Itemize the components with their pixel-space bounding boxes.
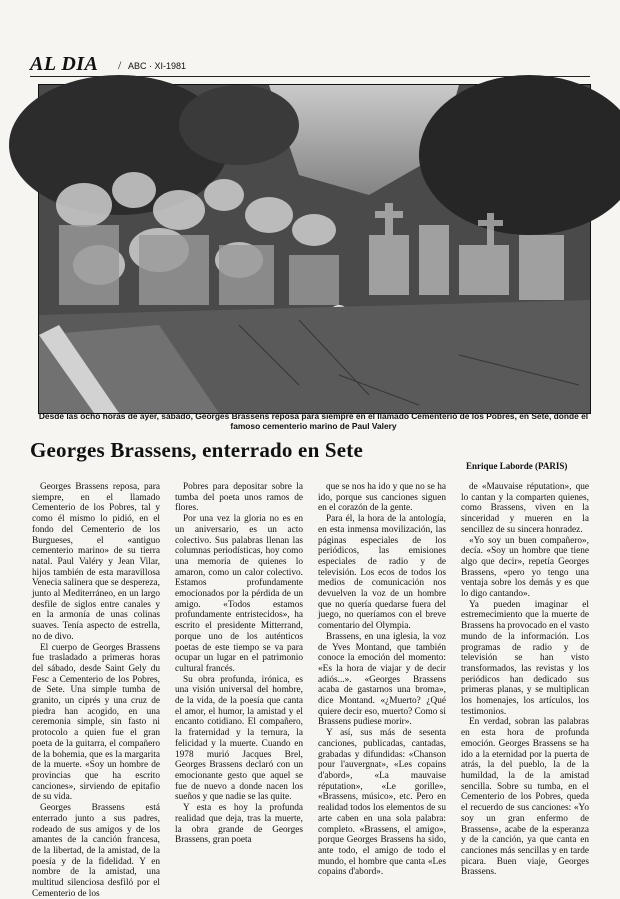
paragraph: Brassens, en una iglesia, la voz de Yves Montand, que también conoce la emoción del momento: «Es la hora de viajar y de decir adiós...». «Georges Brassens acaba de gastarnos una broma», dice Montand. «¿Muerto? ¿Qué quiere decir eso, muerto? Como si Brassens pudiese morir». xyxy=(318,631,446,728)
article-column-3 xyxy=(318,482,446,878)
paragraph: Y esta es hoy la profunda realidad que deja, tras la muerte, la obra grande de Georges Brassens, gran poeta xyxy=(175,803,303,846)
paragraph: Georges Brassens reposa, para siempre, en el llamado Cementerio de los Pobres, tal y como él mismo lo pidió, en el fondo del Cementerio de los Burgueses, el «antiguo cementerio marino» de su tierra natal. Paul Valéry y Jean Vilar, hijos también de esta maravillosa Venecia salinera que se despereza, junto al Mediterráneo, en un largo desfile de siglos entre canales y en la armonía de unas colinas suaves. Tenía aspecto de estrella, no de divo. xyxy=(32,482,160,642)
cemetery-photo xyxy=(38,84,591,414)
paragraph: Y así, sus más de sesenta canciones, publicadas, cantadas, grabadas y difundidas: «Chanson pour l'auvergnat», «Les copains d'abord», «La mauvaise réputation», «Le gorille», «Brassens, músico», etc. Pero en realidad todos los elementos de su arte caben en una sola palabra: completo. «Brassens, el amigo», porque Georges Brassens ha sido, ante todo, el amigo de todo el mundo, el hombre que canta «Les copains d'abord». xyxy=(318,728,446,878)
page-header xyxy=(30,53,590,77)
paragraph: Para él, la hora de la antología, en esta inmensa movilización, las páginas especiales de los periódicos, las emisiones especiales de radio y de televisión. Los ecos de todos los medios de comunicación nos devuelven la voz de un hombre que no quería quedarse fuera del juego, no queríamos con el breve comentario del Olympia. xyxy=(318,514,446,632)
paragraph: Su obra profunda, irónica, es una visión universal del hombre, de la vida, de la poesía que canta el amor, el humor, la amistad y el encanto cotidiano. El compañero, la fraternidad y la ternura, la felicidad y la muerte. Cuando en 1978 murió Jacques Brel, Georges Brassens declaró con un emocionante gesto que aquel se fue de nuevo a donde nacen los sueños y que nadie se las quite. xyxy=(175,674,303,803)
paragraph: El cuerpo de Georges Brassens fue trasladado a primeras horas del sábado, desde Saint Gely du Fesc a Cementerio de los Pobres, de Sete. Una simple tumba de granito, un ciprés y una cruz de piedra han acogido, en una ceremonia simple, sin fasto ni protocolo a quien fue el gran poeta de la guitarra, el compañero de la bohemia, que es la margarita de la muerte. «Soy un hombre de provincias que ha escrito canciones», sirviendo de epitafio de su vida. xyxy=(32,642,160,803)
article-column-2 xyxy=(175,482,303,846)
article-column-1 xyxy=(32,482,160,899)
photo-caption: Desde las ocho horas de ayer, sábado, Georges Brassens reposa para siempre en el llamado Cementerio de los Pobres, en Sete, donde el famoso cementerio marino de Paul Valery xyxy=(38,411,589,431)
paragraph: «Yo soy un buen compañero», decía. «Soy un hombre que tiene algo que decir», repetía Georges Brassens, «pero yo tengo una ventaja sobre los demás y es que lo digo cantando». xyxy=(461,535,589,600)
article-column-4 xyxy=(461,482,589,878)
paragraph: Por una vez la gloria no es en un aniversario, es un acto colectivo. Sus palabras llenan las columnas periodísticas, hoy como una memoria de quienes lo amaron, como un calor colectivo. Estamos profundamente emocionados por la pérdida de un amigo. «Todos estamos profundamente entristecidos», ha escrito el presidente Mitterrand, porque uno de los auténticos poetas de este tiempo se va para ocupar un lugar en el patrimonio cultural francés. xyxy=(175,514,303,674)
paragraph: de «Mauvaise réputation», que lo cantan y la comparten quienes, como Brassens, viven en la sinceridad y mueren en la sencillez de su sincera honradez. xyxy=(461,482,589,535)
header-separator: / xyxy=(118,58,122,72)
paragraph: Pobres para depositar sobre la tumba del poeta unos ramos de flores. xyxy=(175,482,303,514)
section-title: AL DIA xyxy=(30,53,99,75)
paragraph: Georges Brassens está enterrado junto a sus padres, rodeado de sus amigos y de los amantes de la canción francesa, de la libertad, de la amistad, de la poesía y de la fidelidad. Y en nombre de la amistad, una multitud silenciosa desfiló por el Cementerio de los xyxy=(32,803,160,899)
paragraph: Ya pueden imaginar el estremecimiento que la muerte de Brassens ha provocado en el vasto mundo de la información. Los programas de radio y de televisión se han visto transformados, las revistas y los periódicos han dedicado sus primeras planas, y se multiplican los homenajes, los artículos, los testimonios. xyxy=(461,599,589,717)
article-headline: Georges Brassens, enterrado en Sete xyxy=(30,438,364,462)
paragraph: que se nos ha ido y que no se ha ido, porque sus canciones siguen en el corazón de la gente. xyxy=(318,482,446,514)
publication-date: ABC · XI-1981 xyxy=(128,61,187,71)
paragraph: En verdad, sobran las palabras en esta hora de profunda emoción. Georges Brassens se ha ido a la eternidad por la puerta de atrás, la del pueblo, la de la humildad, la de la amistad sencilla. Sobre su tumba, en el Cementerio de los Pobres, queda el recuerdo de sus canciones: «Yo soy un gran enfermo de Brassens», acabe de la esperanza y de la canción, ya que canta en canciones más sencillas y en tarde picara. Buen viaje, Georges Brassens. xyxy=(461,717,589,878)
cemetery-photo-image xyxy=(39,85,590,413)
article-byline: Enrique Laborde (PARIS) xyxy=(466,461,568,471)
